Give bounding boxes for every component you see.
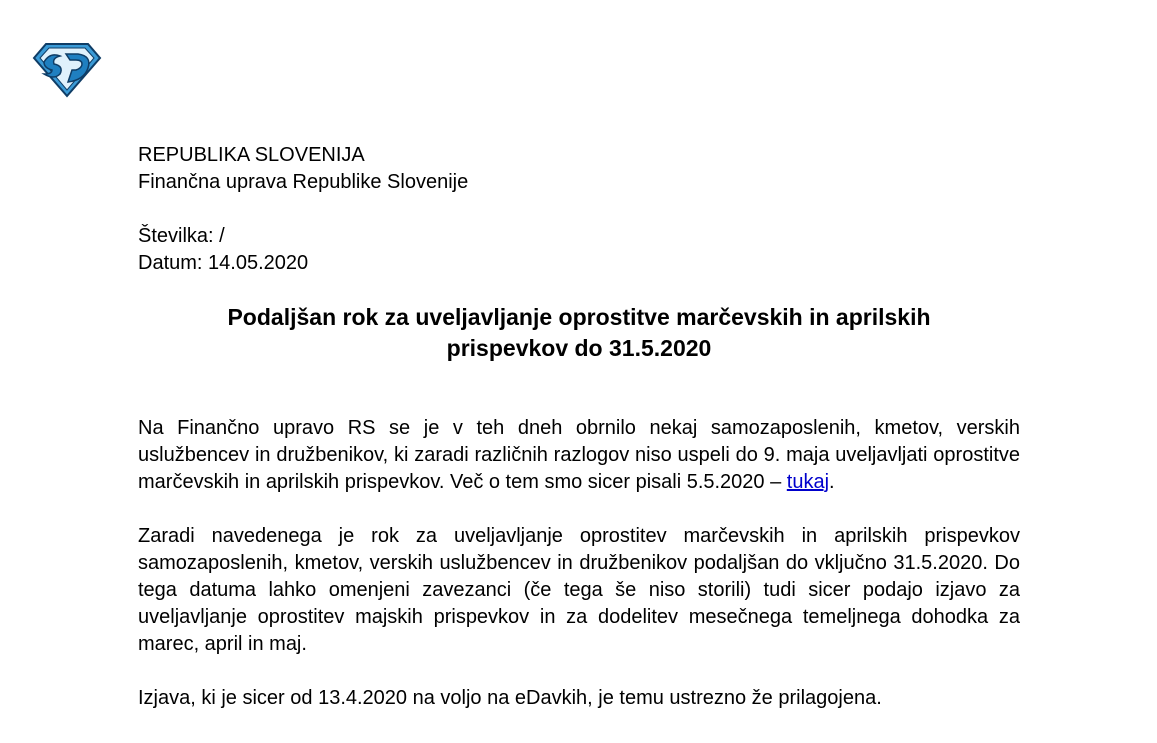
title-line-2: prispevkov do 31.5.2020 bbox=[446, 335, 712, 361]
title-line-1: Podaljšan rok za uveljavljanje oprostitve marčevskih in aprilskih bbox=[227, 304, 931, 330]
org-department: Finančna uprava Republike Slovenije bbox=[138, 171, 469, 193]
document-number: Številka: / bbox=[138, 225, 225, 247]
paragraph-1-end: . bbox=[829, 471, 835, 493]
org-name: REPUBLIKA SLOVENIJA bbox=[138, 144, 365, 166]
paragraph-1-text: Na Finančno upravo RS se je v teh dneh obrnilo nekaj samozaposlenih, kmetov, verskih uslužbencev in družbenikov, ki zaradi različnih razlogov niso uspeli do 9. maja uveljavljati oprostitve marčevskih in aprilskih prispevkov. Več o tem smo sicer pisali 5.5.2020 – bbox=[138, 417, 1020, 493]
paragraph-1 bbox=[138, 415, 1020, 496]
paragraph-2: Zaradi navedenega je rok za uveljavljanje oprostitev marčevskih in aprilskih prispevkov samozaposlenih, kmetov, verskih uslužbencev in družbenikov podaljšan do vključno 31.5.2020. Do tega datuma lahko omenjeni zavezanci (če tega še niso storili) tudi sicer podajo izjavo za uveljavljanje oprostitev majskih prispevkov in za dodelitev mesečnega temeljnega dohodka za marec, april in maj. bbox=[138, 525, 1020, 655]
sd-diamond-logo-icon bbox=[30, 40, 104, 100]
letter-content bbox=[138, 142, 1020, 712]
document-title bbox=[138, 302, 1020, 364]
document-date: Datum: 14.05.2020 bbox=[138, 252, 309, 274]
paragraph-3: Izjava, ki je sicer od 13.4.2020 na voljo na eDavkih, je temu ustrezno že prilagojena. bbox=[138, 687, 882, 709]
tukaj-link[interactable]: tukaj bbox=[786, 471, 830, 493]
